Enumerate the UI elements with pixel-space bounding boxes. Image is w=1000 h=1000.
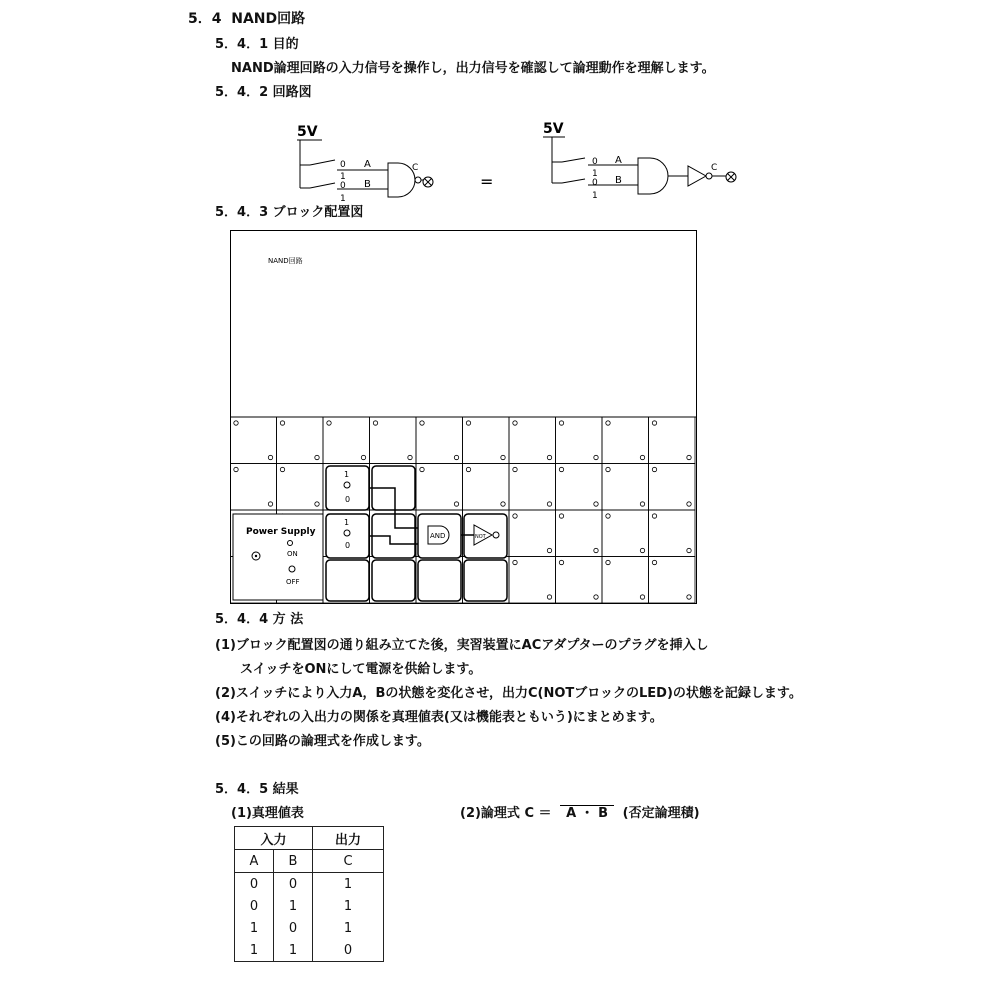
grid-hole <box>280 467 284 471</box>
grid-hole <box>640 595 644 599</box>
cell: 1 <box>313 895 384 917</box>
sw-a-zero-left: 0 <box>340 160 346 170</box>
cell: 0 <box>235 873 274 896</box>
formula <box>460 806 700 822</box>
power-off-label: OFF <box>286 578 300 586</box>
sw-a-one-right: 1 <box>592 169 598 179</box>
vcc-label-right: 5V <box>543 121 564 137</box>
grid-hole <box>559 421 563 425</box>
grid-hole <box>594 548 598 552</box>
grid-hole <box>652 514 656 518</box>
grid-hole <box>559 514 563 518</box>
output-c-left: C <box>412 163 419 173</box>
sw-b-zero-right: 0 <box>592 178 598 188</box>
grid-hole <box>547 455 551 459</box>
grid-hole <box>268 455 272 459</box>
block-heading: 5．4．3 ブロック配置図 <box>215 205 364 220</box>
col-a: A <box>235 850 274 873</box>
col-b: B <box>274 850 313 873</box>
purpose-text: NAND論理回路の入力信号を操作し，出力信号を確認して論理動作を理解します。 <box>231 61 715 76</box>
grid-hole <box>606 560 610 564</box>
grid-hole <box>454 455 458 459</box>
grid-hole <box>687 548 691 552</box>
grid-hole <box>547 548 551 552</box>
grid-hole <box>501 502 505 506</box>
method-step-4: (4)それぞれの入出力の関係を真理値表(又は機能表ともいう)にまとめます。 <box>215 710 663 725</box>
circuit-heading: 5．4．2 回路図 <box>215 85 312 100</box>
input-a-right: A <box>615 155 622 166</box>
cell: 0 <box>274 917 313 939</box>
header-output: 出力 <box>313 827 384 850</box>
not-gate-right <box>688 166 706 186</box>
section-number: 5．4 <box>188 11 222 27</box>
not-led-icon <box>493 532 499 538</box>
sw-b-one-right: 1 <box>592 191 598 201</box>
not-label: NOT <box>475 534 486 540</box>
grid-hole <box>559 467 563 471</box>
grid-hole <box>640 548 644 552</box>
board-caption: NAND回路 <box>268 257 303 265</box>
grid-hole <box>640 455 644 459</box>
and-gate-right <box>638 158 668 194</box>
grid-hole <box>652 421 656 425</box>
truth-table-caption: (1)真理値表 <box>231 806 304 821</box>
switch-b-one: 1 <box>344 518 350 527</box>
switch-a-one: 1 <box>344 470 350 479</box>
output-c-right: C <box>711 163 718 173</box>
grid-hole <box>513 514 517 518</box>
grid-hole <box>315 502 319 506</box>
grid-hole <box>466 467 470 471</box>
nand-gate-left <box>388 163 415 197</box>
grid-hole <box>315 455 319 459</box>
section-title: NAND回路 <box>231 11 306 27</box>
grid-hole <box>513 560 517 564</box>
sw-a-zero-right: 0 <box>592 157 598 167</box>
grid-hole <box>268 502 272 506</box>
sw-b-zero-left: 0 <box>340 181 346 191</box>
input-b-left: B <box>364 179 371 190</box>
grid-hole <box>606 467 610 471</box>
grid-hole <box>594 502 598 506</box>
grid-hole <box>594 455 598 459</box>
vcc-label-left: 5V <box>297 124 318 140</box>
table-row <box>235 939 384 962</box>
grid-hole <box>652 467 656 471</box>
sw-b-one-left: 1 <box>340 194 346 204</box>
purpose-heading: 5．4．1 目的 <box>215 37 299 52</box>
table-row <box>235 895 384 917</box>
grid-hole <box>606 421 610 425</box>
grid-hole <box>466 421 470 425</box>
grid-hole <box>687 455 691 459</box>
grid-hole <box>234 421 238 425</box>
grid-hole <box>501 455 505 459</box>
cell: 0 <box>313 939 384 962</box>
formula-expr: A ・ B <box>560 805 614 821</box>
grid-hole <box>280 421 284 425</box>
method-step-1-cont: スイッチをONにして電源を供給します。 <box>240 662 482 677</box>
switch-b-toggle-icon <box>344 530 350 536</box>
grid-hole <box>547 502 551 506</box>
switch-a-zero: 0 <box>345 495 351 504</box>
formula-prefix: (2)論理式 C ＝ <box>460 806 552 821</box>
equals-sign: = <box>480 172 494 191</box>
cell: 1 <box>313 873 384 896</box>
method-step-2: (2)スイッチにより入力A，Bの状態を変化させ，出力C(NOTブロックのLED)の状態を記録します。 <box>215 686 802 701</box>
grid-hole <box>361 455 365 459</box>
header-input: 入力 <box>235 827 313 850</box>
cell: 1 <box>274 939 313 962</box>
cell: 1 <box>235 917 274 939</box>
grid-hole <box>559 560 563 564</box>
section-heading <box>188 11 305 27</box>
table-row <box>235 917 384 939</box>
power-switch-icon <box>289 566 295 572</box>
input-b-right: B <box>615 175 622 186</box>
grid-hole <box>234 467 238 471</box>
power-supply-title: Power Supply <box>246 527 316 537</box>
power-on-label: ON <box>287 550 298 558</box>
col-c: C <box>313 850 384 873</box>
sw-a-one-left: 1 <box>340 172 346 182</box>
grid-hole <box>454 502 458 506</box>
truth-table <box>234 826 384 962</box>
cell: 1 <box>274 895 313 917</box>
circuit-diagram <box>280 115 760 210</box>
switch-a-toggle-icon <box>344 482 350 488</box>
grid-hole <box>513 467 517 471</box>
grid-hole <box>513 421 517 425</box>
switch-b-zero: 0 <box>345 541 351 550</box>
grid-hole <box>547 595 551 599</box>
block-layout-board <box>230 230 700 605</box>
and-label: AND <box>430 532 446 540</box>
grid-hole <box>408 455 412 459</box>
cell: 0 <box>235 895 274 917</box>
grid-hole <box>640 502 644 506</box>
grid-hole <box>420 467 424 471</box>
method-heading: 5．4．4 方 法 <box>215 612 304 627</box>
grid-hole <box>687 502 691 506</box>
grid-hole <box>594 595 598 599</box>
grid-hole <box>373 421 377 425</box>
input-a-left: A <box>364 159 371 170</box>
method-step-5: (5)この回路の論理式を作成します。 <box>215 734 430 749</box>
table-row <box>235 873 384 896</box>
cell: 1 <box>235 939 274 962</box>
formula-suffix: (否定論理積) <box>622 806 700 821</box>
grid-hole <box>606 514 610 518</box>
grid-hole <box>327 421 331 425</box>
cell: 0 <box>274 873 313 896</box>
grid-hole <box>687 595 691 599</box>
grid-hole <box>420 421 424 425</box>
cell: 1 <box>313 917 384 939</box>
result-heading: 5．4．5 結果 <box>215 782 299 797</box>
method-step-1: (1)ブロック配置図の通り組み立てた後，実習装置にACアダプターのプラグを挿入し <box>215 638 709 653</box>
grid-hole <box>652 560 656 564</box>
